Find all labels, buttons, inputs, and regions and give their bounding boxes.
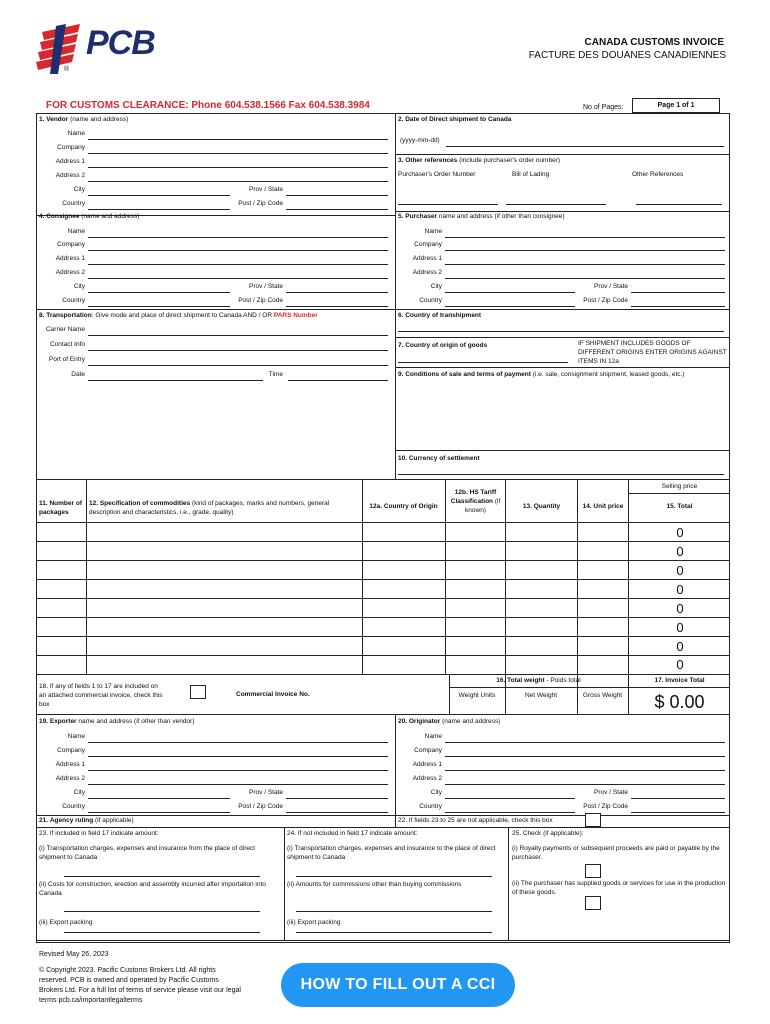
transportation-title: 8. Transportation: Give mode and place of direct shipment to Canada AND / OR PARS Number: [39, 312, 318, 319]
field23-iii-field[interactable]: [64, 932, 260, 933]
exporter-name-label: Name: [67, 733, 85, 740]
row-total[interactable]: 0: [676, 639, 684, 654]
consignee-postal-field[interactable]: [286, 306, 388, 307]
commercial-invoice-label: Commercial Invoice No.: [236, 691, 310, 698]
field18-text: 18. If any of fields 1 to 17 are included on an attached commercial invoice, check this box: [39, 683, 163, 708]
purchaser-country-field[interactable]: [445, 306, 575, 307]
originator-addr1-field[interactable]: [445, 770, 725, 771]
contact-info-field[interactable]: [88, 350, 388, 351]
field24-i-text: (i) Transportation charges, expenses and insurance to the place of direct shipment to Canada: [287, 845, 496, 861]
purchaser-addr2-label: Address 2: [412, 269, 442, 276]
copyright-text: © Copyright 2023. Pacific Customs Brokers Ltd. All rights reserved. PCB is owned and operated by Pacific Customs Brokers Ltd. For a full list of terms of service please visit our legal terms pcb.ca/importantlegalterms: [39, 967, 241, 1004]
exporter-country-field[interactable]: [88, 812, 230, 813]
row-total[interactable]: 0: [676, 563, 684, 578]
field25-i-text: (i) Royalty payments or subsequent proceeds are paid or payable by the purchaser.: [512, 845, 720, 861]
field25-i-checkbox[interactable]: [585, 864, 601, 878]
purchaser-prov-field[interactable]: [631, 292, 725, 293]
originator-title: 20. Originator (name and address): [398, 718, 501, 725]
field22-checkbox[interactable]: [585, 813, 601, 827]
field23-i-field[interactable]: [64, 876, 260, 877]
consignee-addr1-field[interactable]: [88, 264, 388, 265]
vendor-name-field[interactable]: [88, 139, 388, 140]
exporter-title: 19. Exporter name and address (if other than vendor): [39, 718, 195, 725]
field24-i-field[interactable]: [296, 876, 492, 877]
col-unit-price-header: 14. Unit price: [582, 503, 624, 510]
port-entry-field[interactable]: [88, 365, 388, 366]
purchaser-addr2-field[interactable]: [445, 278, 725, 279]
field24-ii-field[interactable]: [296, 911, 492, 912]
vendor-addr1-label: Address 1: [55, 158, 85, 165]
purchaser-postal-label: Post / Zip Code: [583, 297, 628, 304]
originator-country-field[interactable]: [445, 812, 575, 813]
consignee-name-field[interactable]: [88, 237, 388, 238]
col-origin-header: 12a. Country of Origin: [369, 503, 438, 510]
originator-name-field[interactable]: [445, 742, 725, 743]
date-format-hint: (yyyy-mm-dd): [400, 137, 440, 144]
po-number-label: Purchaser's Order Number: [398, 171, 476, 178]
consignee-name-label: Name: [67, 228, 85, 235]
vendor-prov-field[interactable]: [286, 195, 388, 196]
bill-of-lading-label: Bill of Lading: [512, 171, 550, 178]
exporter-postal-label: Post / Zip Code: [238, 803, 283, 810]
exporter-prov-label: Prov / State: [249, 789, 283, 796]
row-total[interactable]: 0: [676, 525, 684, 540]
purchaser-prov-label: Prov / State: [594, 283, 628, 290]
invoice-total-value[interactable]: $ 0.00: [654, 692, 705, 712]
purchaser-name-field[interactable]: [445, 237, 725, 238]
field25-ii-text: (ii) The purchaser has supplied goods or services for use in the production of these goods.: [512, 880, 726, 896]
row-total[interactable]: 0: [676, 601, 684, 616]
currency-title: 10. Currency of settlement: [398, 455, 480, 462]
other-references-title: 3. Other references (include purchaser's order number): [398, 157, 561, 164]
col-total-header: 15. Total: [666, 503, 693, 510]
currency-field[interactable]: [398, 474, 724, 475]
conditions-sale-field[interactable]: [398, 382, 724, 446]
how-to-fill-button[interactable]: HOW TO FILL OUT A CCI: [281, 963, 515, 1007]
originator-city-field[interactable]: [445, 798, 575, 799]
originator-prov-label: Prov / State: [594, 789, 628, 796]
invoice-total-title: 17. Invoice Total: [654, 677, 705, 684]
origin-goods-note: IF SHIPMENT INCLUDES GOODS OF DIFFERENT ORIGINS ENTER ORIGINS AGAINST ITEMS IN 12a: [578, 340, 727, 365]
exporter-city-label: City: [73, 789, 85, 796]
purchaser-postal-field[interactable]: [631, 306, 725, 307]
field25-title: 25. Check (if applicable):: [512, 830, 584, 837]
exporter-name-field[interactable]: [88, 742, 388, 743]
field24-title: 24. If not included in field 17 indicate amount:: [287, 830, 418, 837]
vendor-name-label: Name: [67, 130, 85, 137]
originator-prov-field[interactable]: [631, 798, 725, 799]
consignee-postal-label: Post / Zip Code: [238, 297, 283, 304]
bill-of-lading-field[interactable]: [506, 204, 606, 205]
total-weight-title: 16. Total weight - Poids total: [496, 677, 581, 684]
conditions-sale-title: 9. Conditions of sale and terms of payment (i.e. sale, consignment shipment, leased goods, etc.): [398, 371, 685, 378]
originator-addr2-label: Address 2: [412, 775, 442, 782]
originator-addr2-field[interactable]: [445, 784, 725, 785]
exporter-country-label: Country: [62, 803, 85, 810]
vendor-addr1-field[interactable]: [88, 167, 388, 168]
field22-text: 22. If fields 23 to 25 are not applicable, check this box: [398, 817, 553, 824]
exporter-prov-field[interactable]: [286, 798, 388, 799]
field23-iii-text: (iii) Export packing: [39, 919, 93, 926]
originator-country-label: Country: [419, 803, 442, 810]
carrier-name-field[interactable]: [88, 335, 388, 336]
origin-goods-title: 7. Country of origin of goods: [398, 342, 488, 349]
date-shipment-title: 2. Date of Direct shipment to Canada: [398, 116, 512, 123]
field23-ii-text: (ii) Costs for construction, erection and assembly incurred after importation into Canada: [39, 881, 266, 897]
exporter-addr1-label: Address 1: [55, 761, 85, 768]
purchaser-company-field[interactable]: [445, 250, 725, 251]
net-weight-label: Net Weight: [524, 692, 558, 699]
purchaser-title: 5. Purchaser name and address (if other than consignee): [398, 213, 565, 220]
consignee-city-label: City: [73, 283, 85, 290]
vendor-addr2-label: Address 2: [55, 172, 85, 179]
po-number-field[interactable]: [398, 204, 498, 205]
originator-addr1-label: Address 1: [412, 761, 442, 768]
title-en: CANADA CUSTOMS INVOICE: [584, 37, 724, 48]
consignee-addr2-field[interactable]: [88, 278, 388, 279]
pcb-logo: [36, 22, 176, 78]
date-label: Date: [71, 371, 85, 378]
transhipment-title: 6. Country of transhipment: [398, 312, 482, 319]
title-fr: FACTURE DES DOUANES CANADIENNES: [528, 50, 726, 61]
transhipment-field[interactable]: [398, 331, 724, 332]
purchaser-company-label: Company: [414, 241, 442, 248]
revised-date: Revised May 26, 2023: [39, 951, 109, 958]
contact-info-label: Contact Info: [49, 341, 85, 348]
pages-value[interactable]: Page 1 of 1: [632, 98, 720, 113]
originator-postal-label: Post / Zip Code: [583, 803, 628, 810]
vendor-company-label: Company: [57, 144, 85, 151]
field18-checkbox[interactable]: [190, 685, 206, 699]
field23-ii-field[interactable]: [64, 911, 260, 912]
vendor-postal-field[interactable]: [286, 209, 388, 210]
consignee-prov-label: Prov / State: [249, 283, 283, 290]
exporter-company-label: Company: [57, 747, 85, 754]
exporter-addr2-label: Address 2: [55, 775, 85, 782]
time-field[interactable]: [288, 380, 388, 381]
vendor-addr2-field[interactable]: [88, 181, 388, 182]
col-packages-header: 11. Number of packages: [39, 500, 82, 516]
port-entry-label: Port of Entry: [48, 356, 85, 363]
originator-postal-field[interactable]: [631, 812, 725, 813]
carrier-name-label: Carrier Name: [45, 326, 85, 333]
exporter-company-field[interactable]: [88, 756, 388, 757]
consignee-country-label: Country: [62, 297, 85, 304]
exporter-city-field[interactable]: [88, 798, 230, 799]
consignee-company-label: Company: [57, 241, 85, 248]
consignee-city-field[interactable]: [88, 292, 230, 293]
consignee-company-field[interactable]: [88, 250, 388, 251]
selling-price-header: Selling price: [661, 483, 698, 490]
purchaser-addr1-field[interactable]: [445, 264, 725, 265]
clearance-line: FOR CUSTOMS CLEARANCE: Phone 604.538.1566 Fax 604.538.3984: [46, 100, 370, 111]
consignee-addr2-label: Address 2: [55, 269, 85, 276]
other-references-label: Other References: [632, 171, 684, 178]
purchaser-country-label: Country: [419, 297, 442, 304]
gross-weight-label: Gross Weight: [582, 692, 623, 699]
agency-ruling-title: 21. Agency ruling (if applicable): [39, 817, 134, 824]
vendor-postal-label: Post / Zip Code: [238, 200, 283, 207]
time-label: Time: [268, 371, 283, 378]
logo-registered: ®: [64, 66, 70, 73]
logo-text: PCB: [86, 24, 155, 62]
vendor-company-field[interactable]: [88, 153, 388, 154]
row-total[interactable]: 0: [676, 620, 684, 635]
purchaser-addr1-label: Address 1: [412, 255, 442, 262]
row-total[interactable]: 0: [676, 582, 684, 597]
consignee-title: 4. Consignee (name and address): [39, 213, 140, 220]
weight-units-label: Weight Units: [458, 692, 496, 699]
consignee-country-field[interactable]: [88, 306, 230, 307]
vendor-country-label: Country: [62, 200, 85, 207]
field24-ii-text: (ii) Amounts for commissions other than buying commissions: [287, 881, 462, 888]
originator-city-label: City: [430, 789, 442, 796]
vendor-prov-label: Prov / State: [249, 186, 283, 193]
exporter-addr1-field[interactable]: [88, 770, 388, 771]
vendor-country-field[interactable]: [88, 209, 230, 210]
field24-iii-field[interactable]: [296, 932, 492, 933]
originator-company-field[interactable]: [445, 756, 725, 757]
originator-name-label: Name: [424, 733, 442, 740]
originator-company-label: Company: [414, 747, 442, 754]
pages-label: No of Pages:: [583, 104, 624, 111]
consignee-addr1-label: Address 1: [55, 255, 85, 262]
field25-ii-checkbox[interactable]: [585, 896, 601, 910]
field24-iii-text: (iii) Export packing: [287, 919, 341, 926]
row-total[interactable]: 0: [676, 544, 684, 559]
purchaser-name-label: Name: [424, 228, 442, 235]
col-quantity-header: 13. Quantity: [522, 503, 561, 510]
date-field[interactable]: [88, 380, 263, 381]
col-commodities-header: 12. Specification of commodities (kind of packages, marks and numbers, general description and characteristics, i.e., grade, quality): [89, 500, 330, 516]
date-shipment-field[interactable]: [446, 146, 724, 147]
purchaser-city-label: City: [430, 283, 442, 290]
other-references-field[interactable]: [636, 204, 722, 205]
vendor-city-field[interactable]: [88, 195, 230, 196]
origin-goods-field[interactable]: [398, 362, 568, 363]
vendor-title: 1. Vendor (name and address): [39, 116, 129, 123]
col-hs-header: 12b. HS Tariff Classification (if known): [450, 489, 501, 514]
consignee-prov-field[interactable]: [286, 292, 388, 293]
exporter-addr2-field[interactable]: [88, 784, 388, 785]
exporter-postal-field[interactable]: [286, 812, 388, 813]
field23-title: 23. If included in field 17 indicate amount:: [39, 830, 159, 837]
row-total[interactable]: 0: [676, 657, 684, 672]
field23-i-text: (i) Transportation charges, expenses and insurance from the place of direct shipment to Canada: [39, 845, 256, 861]
purchaser-city-field[interactable]: [445, 292, 575, 293]
vendor-city-label: City: [73, 186, 85, 193]
